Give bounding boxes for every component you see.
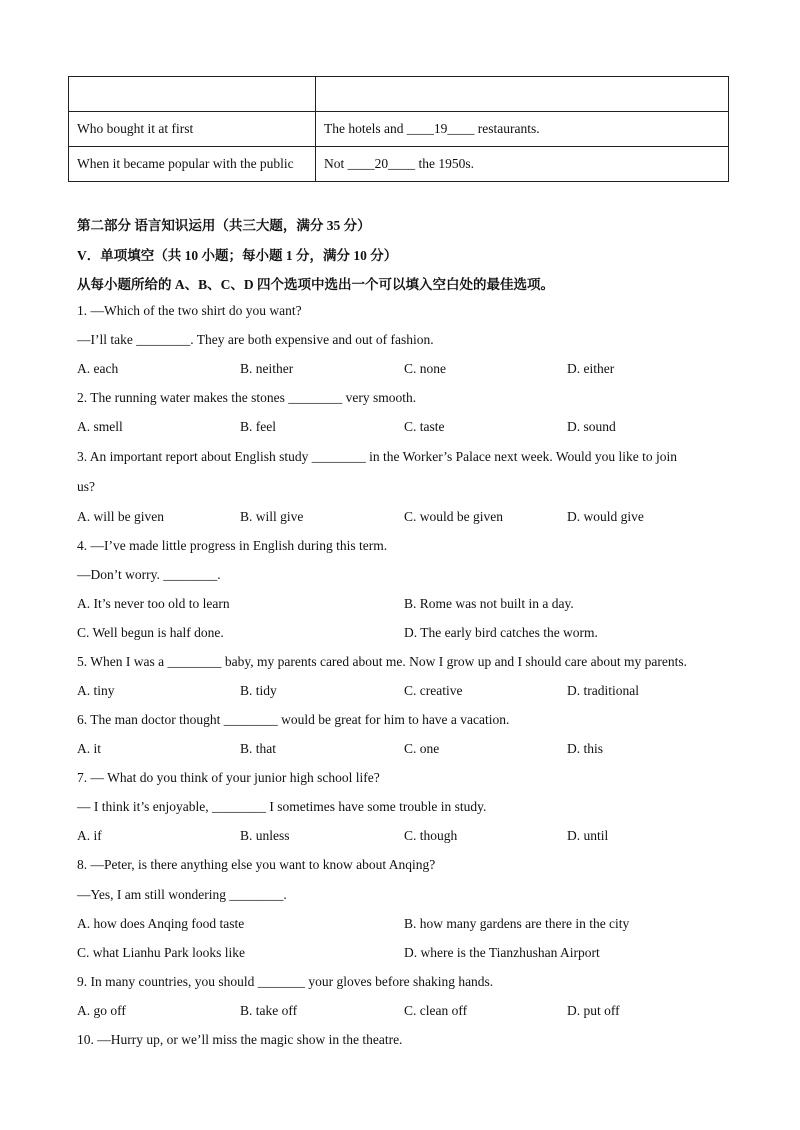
question-stem: 9. In many countries, you should _______ your gloves before shaking hands. <box>77 974 494 989</box>
option-a: A. how does Anqing food taste <box>77 916 245 931</box>
question-stem: 10. —Hurry up, or we’ll miss the magic show in the theatre. <box>77 1032 403 1047</box>
option-d: D. traditional <box>567 683 639 698</box>
option-d: D. put off <box>567 1003 620 1018</box>
table-row <box>69 112 729 147</box>
option-a: A. each <box>77 361 119 376</box>
option-d: D. this <box>567 741 604 756</box>
question-stem: 1. —Which of the two shirt do you want? <box>77 303 302 318</box>
table-row <box>69 147 729 182</box>
part-title: 第二部分 语言知识运用（共三大题，满分 35 分） <box>77 218 371 233</box>
option-a: A. tiny <box>77 683 115 698</box>
option-c: C. none <box>404 361 446 376</box>
option-a: A. smell <box>77 419 123 434</box>
question-stem: —I’ll take ________. They are both expensive and out of fashion. <box>77 332 434 347</box>
question-stem: 4. —I’ve made little progress in English during this term. <box>77 538 388 553</box>
option-c: C. would be given <box>404 509 503 524</box>
option-b: B. take off <box>240 1003 298 1018</box>
option-b: B. how many gardens are there in the city <box>404 916 630 931</box>
option-c: C. one <box>404 741 440 756</box>
option-b: B. feel <box>240 419 276 434</box>
option-c: C. though <box>404 828 458 843</box>
option-b: B. unless <box>240 828 290 843</box>
option-a: A. will be given <box>77 509 164 524</box>
option-a: A. it <box>77 741 102 756</box>
option-c: C. clean off <box>404 1003 468 1018</box>
question-stem: —Don’t worry. ________. <box>77 567 221 582</box>
option-d: D. where is the Tianzhushan Airport <box>404 945 600 960</box>
question-stem: 8. —Peter, is there anything else you want to know about Anqing? <box>77 857 436 872</box>
table-row <box>69 77 729 112</box>
option-b: B. will give <box>240 509 304 524</box>
question-stem: 5. When I was a ________ baby, my parents cared about me. Now I grow up and I should care about my parents. <box>77 654 687 669</box>
option-a: A. go off <box>77 1003 126 1018</box>
table-cell <box>316 77 729 112</box>
option-d: D. would give <box>567 509 644 524</box>
option-a: A. It’s never too old to learn <box>77 596 230 611</box>
option-c: C. taste <box>404 419 445 434</box>
option-a: A. if <box>77 828 102 843</box>
instructions: 从每小题所给的 A、B、C、D 四个选项中选出一个可以填入空白处的最佳选项。 <box>77 277 555 292</box>
question-stem: —Yes, I am still wondering ________. <box>77 887 287 902</box>
option-c: C. Well begun is half done. <box>77 625 224 640</box>
option-b: B. that <box>240 741 276 756</box>
option-b: B. Rome was not built in a day. <box>404 596 574 611</box>
question-stem: 7. — What do you think of your junior high school life? <box>77 770 380 785</box>
option-b: B. tidy <box>240 683 277 698</box>
question-stem: 6. The man doctor thought ________ would be great for him to have a vacation. <box>77 712 510 727</box>
option-c: C. creative <box>404 683 463 698</box>
option-d: D. sound <box>567 419 616 434</box>
section-subtitle: V．单项填空（共 10 小题；每小题 1 分，满分 10 分） <box>77 248 398 263</box>
option-c: C. what Lianhu Park looks like <box>77 945 245 960</box>
option-d: D. The early bird catches the worm. <box>404 625 598 640</box>
table-cell: When it became popular with the public <box>69 147 316 182</box>
question-stem: — I think it’s enjoyable, ________ I sometimes have some trouble in study. <box>77 799 487 814</box>
question-stem: 3. An important report about English study ________ in the Worker’s Palace next week. Would you like to join <box>77 449 677 464</box>
question-stem: us? <box>77 479 95 494</box>
table-cell: Who bought it at first <box>69 112 316 147</box>
table-cell: Not ____20____ the 1950s. <box>316 147 729 182</box>
option-d: D. until <box>567 828 609 843</box>
table-cell: The hotels and ____19____ restaurants. <box>316 112 729 147</box>
option-b: B. neither <box>240 361 294 376</box>
table-cell <box>69 77 316 112</box>
option-d: D. either <box>567 361 615 376</box>
question-stem: 2. The running water makes the stones ________ very smooth. <box>77 390 417 405</box>
info-table <box>68 76 729 182</box>
